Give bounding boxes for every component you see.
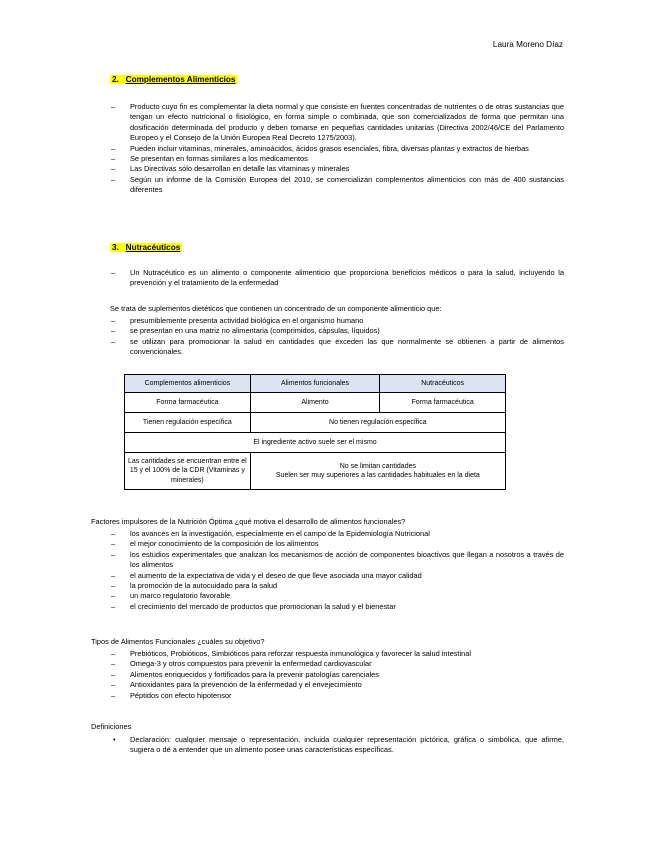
list-item-text: Antioxidantes para la prevención de la enfermedad y el envejecimiento <box>130 680 362 690</box>
comparison-table <box>124 374 506 490</box>
dash-mark: – <box>111 164 116 174</box>
table-header-row <box>125 375 506 393</box>
suplementos-intro: Se trata de suplementos dietéticos que contienen un concentrado de un componente alimenticio que: <box>110 304 442 313</box>
list-item-text: Según un informe de la Comisión Europea del 2010, se comercializan complementos alimenticios con más de 400 sustancias diferentes <box>130 174 564 195</box>
section-2-heading <box>110 75 237 84</box>
table-cell <box>250 453 505 490</box>
table-cell-line: No se limitan cantidades <box>339 462 416 470</box>
list-item-text: el aumento de la expectativa de vida y el deseo de que lleve asociada una mayor calidad <box>130 570 422 580</box>
dash-mark: – <box>111 268 116 277</box>
list-item-text: Pueden incluir vitaminas, minerales, aminoácidos, ácidos grasos esenciales, fibra, diversas plantas y extractos de hierbas <box>130 143 529 153</box>
table-header-cell: Complementos alimenticios <box>125 375 251 393</box>
list-item <box>111 659 564 669</box>
list-item <box>111 591 564 601</box>
list-item-text: presumiblemente presenta actividad biológica en el organismo humano <box>130 316 364 325</box>
list-item-text: los estudios experimentales que analizan los mecanismos de acción de componentes bioactivos que llegan a nosotros a través de los alimentos <box>130 549 564 570</box>
list-item-text: se utilizan para promocionar la salud en cantidades que exceden las que normalmente se obtienen a partir de alimentos convencionales. <box>130 336 564 357</box>
dash-mark: – <box>111 680 116 690</box>
table-cell: No tienen regulación específica <box>250 413 505 433</box>
list-item <box>111 268 564 289</box>
table-cell-line: Suelen ser muy superiores a las cantidades habituales en la dieta <box>275 472 480 479</box>
dash-mark: – <box>111 316 116 325</box>
list-item <box>111 549 564 571</box>
table-row <box>125 433 506 453</box>
list-item <box>113 735 564 756</box>
section-3-number: 3. <box>112 243 119 252</box>
list-item <box>111 601 564 612</box>
list-item-text: Las Directivas sólo desarrollan en detalle las vitaminas y minerales <box>130 164 350 174</box>
list-item-text: Se presentan en formas similares a los medicamentos <box>130 154 308 164</box>
factores-list <box>111 529 564 612</box>
list-item <box>111 336 564 358</box>
table-row <box>125 453 506 490</box>
dash-mark: – <box>111 669 116 679</box>
definiciones-heading: Definiciones <box>91 722 132 731</box>
list-item-text: el mejor conocimiento de la composición de los alimentos <box>130 539 319 549</box>
table-cell: El ingrediente activo suele ser el mismo <box>125 433 506 453</box>
list-item-text: Alimentos enriquecidos y fortificados para la prevenir patologías carenciales <box>130 669 379 679</box>
list-item <box>111 649 564 659</box>
section-2-list <box>111 102 564 196</box>
list-item <box>111 539 564 549</box>
table-row <box>125 413 506 433</box>
list-item-text: la promoción de la autocuidado para la salud <box>130 581 278 591</box>
dash-mark: – <box>111 570 116 580</box>
section-3-highlight <box>110 243 182 252</box>
list-item-text: Producto cuyo fin es complementar la dieta normal y que consiste en fuentes concentradas de nutrientes o de otras sustancias que tengan un efecto nutricional o fisiológico, en forma simple o combinada, que son comercializados de forma que permitan una dosificación determinada del producto y deben tomarse en pequeñas cantidades unitarias (Directiva 2002/46/CE del Parlamento Europeo y el Consejo de la Unión Europea Real Decreto 1275/2003). <box>130 102 564 143</box>
table-header-cell: Alimentos funcionales <box>250 375 380 393</box>
dash-mark: – <box>111 659 116 669</box>
dash-mark: – <box>111 581 116 591</box>
table-row <box>125 393 506 413</box>
list-item-text: se presentan en una matriz no alimentaria (comprimidos, cápsulas, líquidos) <box>130 326 380 336</box>
list-item-text: el crecimiento del mercado de productos que promocionan la salud y el bienestar <box>130 601 396 611</box>
list-item-text: Omega-3 y otros compuestos para prevenir la enfermedad cardiovascular <box>130 659 372 669</box>
dash-mark: – <box>111 102 116 111</box>
table-header-cell: Nutracéuticos <box>380 375 506 393</box>
list-item <box>111 154 564 164</box>
table-cell: Las cantidades se encuentran entre el 15 y el 100% de la CDR (Vitaminas y minerales) <box>125 453 251 490</box>
list-item <box>111 669 564 680</box>
table-cell: Forma farmacéutica <box>380 393 506 413</box>
bullet-mark: • <box>113 735 116 744</box>
section-3-title: Nutracéuticos <box>125 243 181 252</box>
table-cell: Forma farmacéutica <box>125 393 251 413</box>
list-item <box>111 570 564 581</box>
list-item-text: Un Nutracéutico es un alimento o componente alimenticio que proporciona beneficios médicos o para la salud, incluyendo la prevención y el tratamiento de la enfermedad <box>130 268 564 288</box>
list-item-text: Prebióticos, Probióticos, Simbióticos para reforzar respuesta inmunológica y favorecer la salud intestinal <box>130 649 471 658</box>
list-item-text: Declaración: cualquier mensaje o representación, incluida cualquier representación pictórica, gráfica o simbólica, que afirme, sugiera o dé a entender que un alimento posee unas características específicas. <box>130 735 564 755</box>
section-3-heading <box>110 243 182 252</box>
author-name: Laura Moreno Díaz <box>492 40 563 49</box>
section-2-highlight <box>110 75 237 84</box>
list-item-text: los avances en la investigación, especialmente en el campo de la Epidemiología Nutricional <box>130 529 430 538</box>
list-item <box>111 529 564 539</box>
dash-mark: – <box>111 539 116 549</box>
definiciones-list <box>113 735 564 756</box>
table-cell: Alimento <box>250 393 380 413</box>
dash-mark: – <box>111 649 116 658</box>
dash-mark: – <box>111 154 116 164</box>
dash-mark: – <box>111 690 116 700</box>
list-item-text: un marco regulatorio favorable <box>130 591 231 601</box>
dash-mark: – <box>111 174 116 184</box>
list-item <box>111 690 564 701</box>
dash-mark: – <box>111 326 116 336</box>
dash-mark: – <box>111 143 116 153</box>
section-2-title: Complementos Alimenticios <box>125 75 236 84</box>
dash-mark: – <box>111 336 116 346</box>
list-item-text: Péptidos con efecto hipotensor <box>130 690 232 700</box>
dash-mark: – <box>111 601 116 611</box>
list-item <box>111 581 564 591</box>
tipos-heading: Tipos de Alimentos Funcionales ¿cuáles su objetivo? <box>91 637 265 646</box>
dash-mark: – <box>111 529 116 538</box>
list-item <box>111 174 564 196</box>
table-cell: Tienen regulación específica <box>125 413 251 433</box>
dash-mark: – <box>111 591 116 601</box>
factores-heading: Factores impulsores de la Nutrición Óptima ¿qué motiva el desarrollo de alimentos funcionales? <box>91 517 406 526</box>
list-item <box>111 143 564 154</box>
list-item <box>111 316 564 326</box>
list-item <box>111 326 564 336</box>
section-2-number: 2. <box>112 75 119 84</box>
tipos-list <box>111 649 564 701</box>
list-item <box>111 680 564 690</box>
dash-mark: – <box>111 549 116 559</box>
list-item <box>111 164 564 174</box>
section-3-list <box>111 268 564 289</box>
list-item <box>111 102 564 144</box>
suplementos-list <box>111 316 564 358</box>
